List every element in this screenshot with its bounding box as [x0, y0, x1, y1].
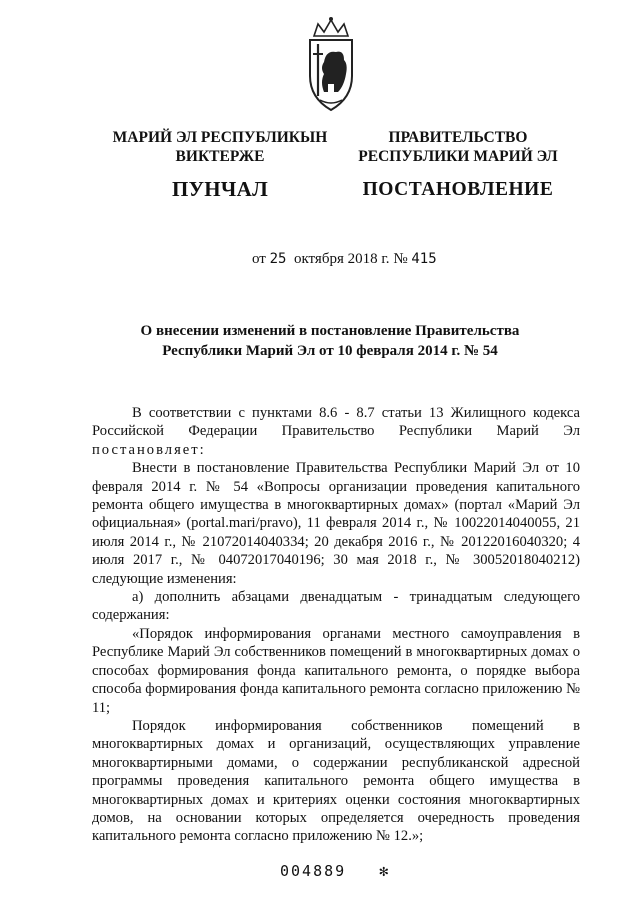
title-line2: Республики Марий Эл от 10 февраля 2014 г. № 54: [162, 343, 498, 359]
paragraph-4: «Порядок информирования органами местного самоуправления в Республике Марий Эл собственников помещений в многоквартирных домах о способах формирования фонда капитального ремонта, о порядке выбора способа формирования фонда капитального ремонта согласно приложению № 11;: [92, 625, 580, 716]
number-sign: №: [393, 251, 408, 267]
paragraph-5: Порядок информирования собственников помещений в многоквартирных домах и организаций, осуществляющих управление многоквартирными домами, о содержании республиканской адресной программы проведения капитального ремонта общего имущества в многоквартирных домах и критериях оценки состояния многоквартирных домов, на основании которых определяется очередность проведения капитального ремонта согласно приложению № 12.»;: [92, 717, 580, 845]
serial-number: 004889: [280, 862, 347, 880]
date-day: 25: [269, 251, 287, 267]
document-body: [92, 404, 580, 846]
footer: [280, 862, 390, 880]
header-left-line1: МАРИЙ ЭЛ РЕСПУБЛИКЫН: [112, 129, 328, 146]
document-title: [100, 321, 560, 361]
paragraph-1: [92, 404, 580, 459]
paragraph-1-text: В соответствии с пунктами 8.6 - 8.7 статьи 13 Жилищного кодекса Российской Федерации Правительство Республики Марий Эл: [92, 405, 580, 440]
header-left-line2: ВИКТЕРЖЕ: [175, 148, 265, 165]
header-left-doc-type: ПУНЧАЛ: [171, 177, 269, 201]
header-right: [358, 128, 558, 199]
header-right-line2: РЕСПУБЛИКИ МАРИЙ ЭЛ: [358, 148, 558, 165]
header-left: [100, 128, 340, 199]
document-number: 415: [411, 251, 437, 267]
header-right-doc-type: ПОСТАНОВЛЕНИЕ: [362, 179, 554, 200]
title-line1: О внесении изменений в постановление Правительства: [140, 323, 520, 339]
header-right-line1: ПРАВИТЕЛЬСТВО: [388, 129, 528, 146]
date-month-year: октября 2018 г.: [293, 251, 390, 267]
asterisk-mark-icon: ✻: [379, 862, 391, 880]
paragraph-3: а) дополнить абзацами двенадцатым - тринадцатым следующего содержания:: [92, 589, 580, 624]
date-line: [252, 251, 437, 268]
coat-of-arms-icon: [300, 14, 362, 114]
paragraph-2: Внести в постановление Правительства Республики Марий Эл от 10 февраля 2014 г. № 54 «Вопросы организации проведения капитального ремонта общего имущества в многоквартирных домах» (портал «Марий Эл официальная» (portal.mari/pravo), 11 февраля 2014 г., № 10022014040055, 21 июля 2014 г., № 21072014040334; 20 декабря 2016 г., № 20122016040320; 4 июля 2017 г., № 04072017040196; 30 мая 2018 г., № 30052018040212) следующие изменения:: [92, 460, 580, 587]
paragraph-1-keyword: постановляет:: [92, 441, 206, 458]
date-prefix: от: [252, 251, 266, 267]
